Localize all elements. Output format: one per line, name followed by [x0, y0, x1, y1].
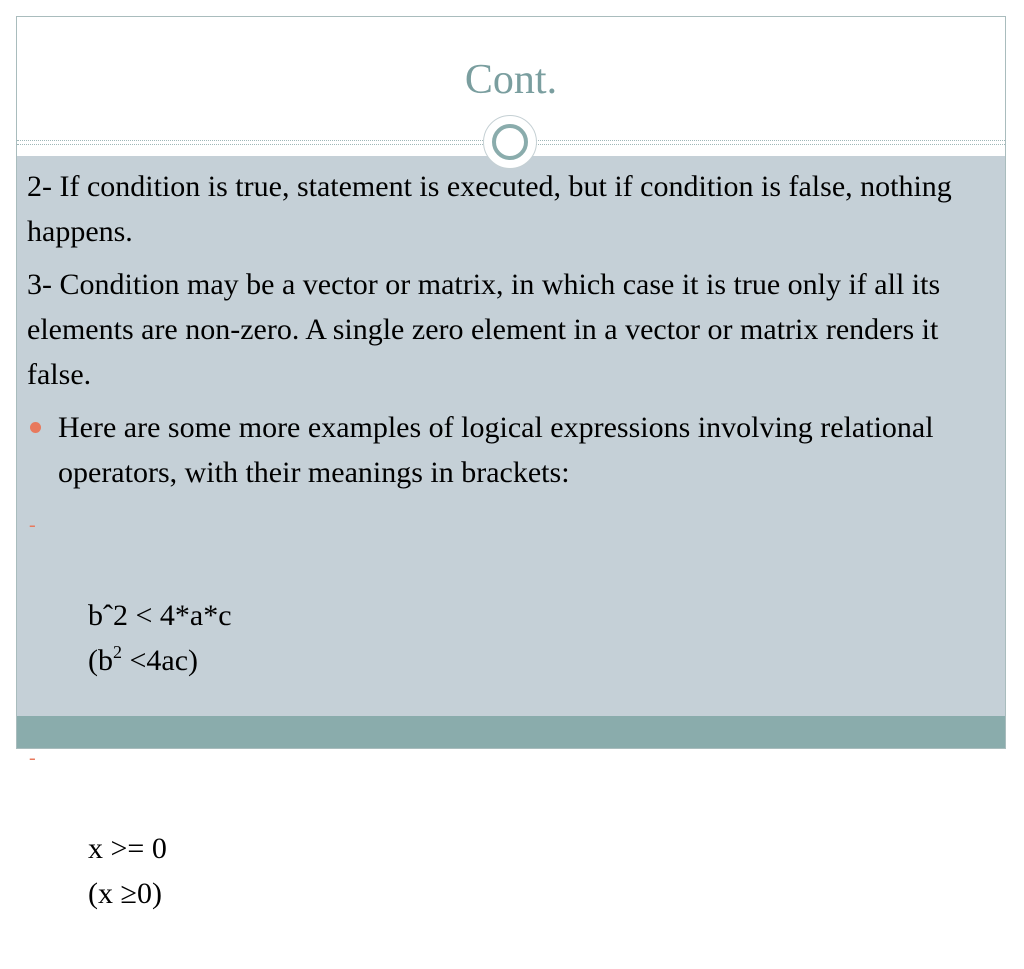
- divider-circle-ornament: [483, 115, 537, 169]
- meaning-suffix: <4ac): [122, 644, 199, 677]
- bullet-item-examples: [27, 405, 962, 495]
- example-meaning: (x ≥0): [88, 877, 162, 910]
- dash-bullet-icon: -: [29, 747, 36, 769]
- paragraph-condition-matrix: 3- Condition may be a vector or matrix, in which case it is true only if all its elements are non-zero. A single zero element in a vector or matrix renders it false.: [27, 268, 941, 391]
- slide-title: Cont.: [464, 57, 558, 103]
- example-meaning: [88, 644, 198, 677]
- example-expression: bˆ2 < 4*a*c: [88, 599, 232, 632]
- bullet-text: Here are some more examples of logical expressions involving relational operators, with their meanings in brackets:: [58, 411, 934, 489]
- slide-body: [27, 164, 962, 969]
- example-expression: x >= 0: [88, 832, 167, 865]
- dash-bullet-icon: -: [29, 514, 36, 536]
- paragraph-condition-true: 2- If condition is true, statement is executed, but if condition is false, nothing happens.: [27, 170, 952, 248]
- meaning-prefix: (b: [88, 644, 113, 677]
- example-row: [27, 503, 962, 728]
- example-row: [27, 736, 962, 961]
- ring-icon: [492, 124, 528, 160]
- bullet-dot-icon: [30, 422, 41, 433]
- meaning-superscript: 2: [113, 642, 122, 662]
